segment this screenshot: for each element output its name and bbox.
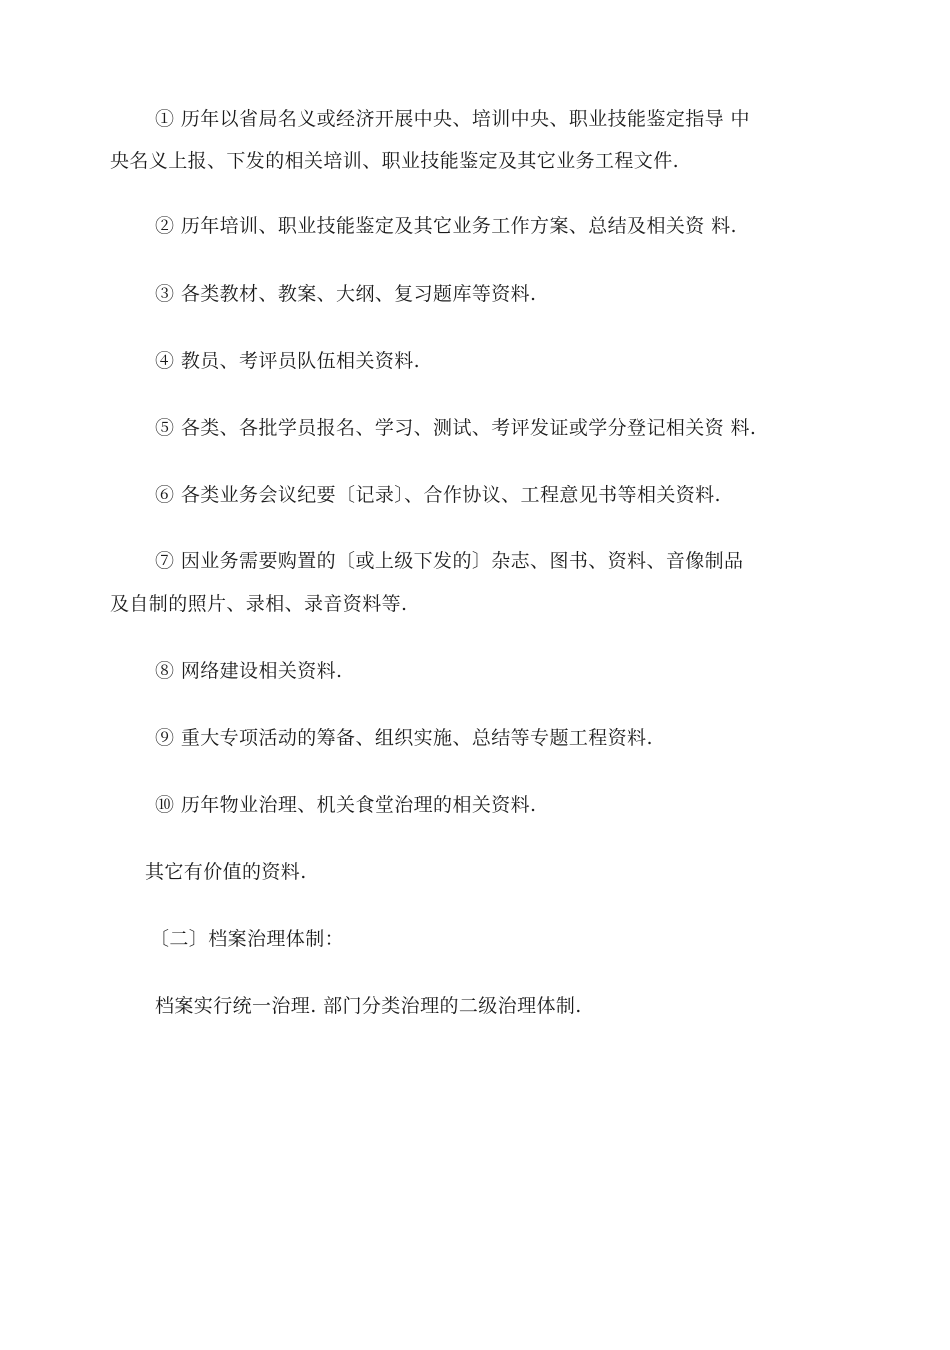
list-item-1-line-1: ① 历年以省局名义或经济开展中央、培训中央、职业技能鉴定指导 中 [155, 108, 750, 130]
list-item-10: ⑩ 历年物业治理、机关食堂治理的相关资料. [155, 794, 537, 816]
section-heading: 〔二〕档案治理体制： [150, 928, 345, 950]
list-item-2: ② 历年培训、职业技能鉴定及其它业务工作方案、总结及相关资 料. [155, 215, 737, 237]
other-materials-paragraph: 其它有价值的资料. [145, 861, 307, 883]
list-item-1-line-2: 央名义上报、下发的相关培训、职业技能鉴定及其它业务工程文件. [110, 150, 680, 172]
list-item-7-line-2: 及自制的照片、录相、录音资料等. [110, 593, 408, 615]
list-item-4: ④ 教员、考评员队伍相关资料. [155, 350, 421, 372]
section-body: 档案实行统一治理. 部门分类治理的二级治理体制. [155, 995, 582, 1017]
list-item-3: ③ 各类教材、教案、大纲、复习题库等资料. [155, 283, 537, 305]
list-item-8: ⑧ 网络建设相关资料. [155, 660, 343, 682]
list-item-9: ⑨ 重大专项活动的筹备、组织实施、总结等专题工程资料. [155, 727, 653, 749]
list-item-7-line-1: ⑦ 因业务需要购置的〔或上级下发的〕杂志、图书、资料、音像制品 [155, 550, 744, 572]
list-item-6: ⑥ 各类业务会议纪要〔记录〕、合作协议、工程意见书等相关资料. [155, 484, 721, 506]
list-item-5: ⑤ 各类、各批学员报名、学习、测试、考评发证或学分登记相关资 料. [155, 417, 757, 439]
